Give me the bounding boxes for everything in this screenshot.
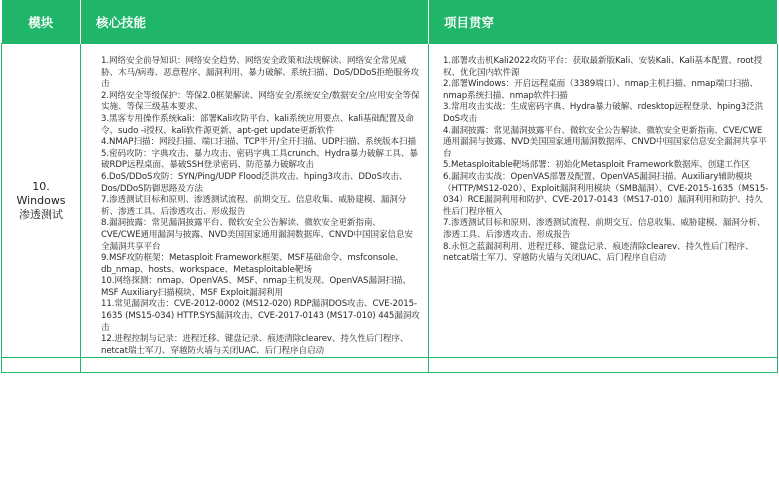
skill-item: 4.NMAP扫描：网段扫描、端口扫描、TCP半开/全开扫描、UDP扫描、系统版本扫描 <box>101 137 417 148</box>
header-projects: 项目贯穿 <box>429 0 778 44</box>
projects-cell <box>429 44 778 358</box>
project-item: 4.漏洞披露：常见漏洞披露平台、微软安全公告解读、微软安全更新指南、CVE/CWE通用漏洞与披露、NVD美国国家通用漏洞数据库、CNVD中国国家信息安全漏洞共享平台 <box>443 125 767 159</box>
skill-item: 5.密码攻防：字典攻击、暴力攻击、密码字典工具crunch、Hydra暴力破解工具、暴破RDP远程桌面、暴破SSH登录密码、防范暴力破解攻击 <box>101 148 418 171</box>
project-item: 2.部署Windows：开启远程桌面（3389端口）、nmap主机扫描、nmap端口扫描、nmap系统扫描、nmap软件扫描 <box>443 79 758 101</box>
project-item: 6.漏洞攻击实战：OpenVAS部署及配置、OpenVAS漏洞扫描、Auxiliary辅助模块（HTTP/MS12-020）、Exploit漏洞利用模块（SMB漏洞）、CVE-2015-1635（MS15-034）RCE漏洞利用和防护、CVE-2017-0143（MS17-010）漏洞利用和防护、持久性后门程序植入 <box>443 171 769 217</box>
module-cell <box>2 44 81 358</box>
skill-item: 11.常见漏洞攻击：CVE-2012-0002 (MS12-020) RDP漏洞DOS攻击、CVE-2015-1635 (MS15-034) HTTP.SYS漏洞攻击、CVE-2017-0143 (MS17-010) 445漏洞攻击 <box>101 299 420 333</box>
module-number: 10. <box>32 179 50 193</box>
table-row-partial <box>2 358 778 373</box>
module-name-en: Windows <box>16 193 66 207</box>
skill-item: 8.漏洞披露：常见漏洞披露平台、微软安全公告解读、微软安全更新指南、CVE/CWE通用漏洞与披露、NVD美国国家通用漏洞数据库、CNVD中国国家信息安全漏洞共享平台 <box>101 218 413 252</box>
table-header-row <box>2 0 778 44</box>
empty-cell <box>81 358 429 373</box>
project-item: 1.部署攻击机Kali2022攻防平台：获取最新版Kali、安装Kali、Kali基本配置、root授权、优化国内软件源 <box>443 56 763 78</box>
skill-item: 7.渗透测试目标和原则、渗透测试流程、前期交互、信息收集、威胁建模、漏洞分析、渗透工具、后渗透攻击、形成报告 <box>101 195 407 217</box>
empty-cell <box>2 358 81 373</box>
skill-item: 3.黑客专用操作系统kali：部署Kali攻防平台、kali系统应用要点、kali基础配置及命令、sudo -i授权、kali软件源更新、apt-get update更新软件 <box>101 113 414 136</box>
skill-item: 10.网络探测：nmap、OpenVAS、MSF、nmap主机发现、OpenVAS漏洞扫描、MSF Auxiliary扫描模块、MSF Exploit漏洞利用 <box>101 276 411 298</box>
skill-item: 6.DoS/DDoS攻防：SYN/Ping/UDP Flood泛洪攻击、hping3攻击、DDoS攻击、Dos/DDoS防御思路及方法 <box>101 171 408 194</box>
project-item: 3.常用攻击实战：生成密码字典、Hydra暴力破解、rdesktop远程登录、hping3泛洪DoS攻击 <box>443 102 764 124</box>
skill-item: 1.网络安全前导知识：网络安全趋势、网络安全政策和法规解读、网络安全常见威胁、木马/病毒、恶意程序、漏洞利用、暴力破解、系统扫描、DoS/DDoS拒绝服务攻击 <box>101 56 419 90</box>
empty-cell <box>429 358 778 373</box>
skills-cell <box>81 44 429 358</box>
module-name-zh: 渗透测试 <box>19 207 63 221</box>
table-row <box>2 44 778 358</box>
skill-item: 2.网络安全等级保护：等保2.0框架解读、网络安全/系统安全/数据安全/应用安全等保实施、等保三级基本要求、 <box>101 90 420 113</box>
header-skills: 核心技能 <box>81 0 429 44</box>
project-item: 8.永恒之蓝漏洞利用、进程迁移、键盘记录、痕迹清除clearev、持久性后门程序、netcat瑞士军刀、穿越防火墙与关闭UAC、后门程序自启动 <box>443 241 754 264</box>
skill-item: 9.MSF攻防框架：Metasploit Framework框架、MSF基础命令、msfconsole、db_nmap、hosts、workspace、Metasploitable靶场 <box>101 253 404 275</box>
skill-item: 12.进程控制与记录：进程迁移、键盘记录、痕迹清除clearev、持久性后门程序、netcat瑞士军刀、穿越防火墙与关闭UAC、后门程序自启动 <box>101 334 409 356</box>
header-module: 模块 <box>2 0 81 44</box>
project-item: 5.Metasploitable靶场部署：初始化Metasploit Framework数据库、创建工作区 <box>443 160 751 171</box>
project-item: 7.渗透测试目标和原则、渗透测试流程、前期交互、信息收集、威胁建模、漏洞分析、渗透工具、后渗透攻击、形成报告 <box>443 218 766 240</box>
curriculum-table <box>1 0 778 373</box>
